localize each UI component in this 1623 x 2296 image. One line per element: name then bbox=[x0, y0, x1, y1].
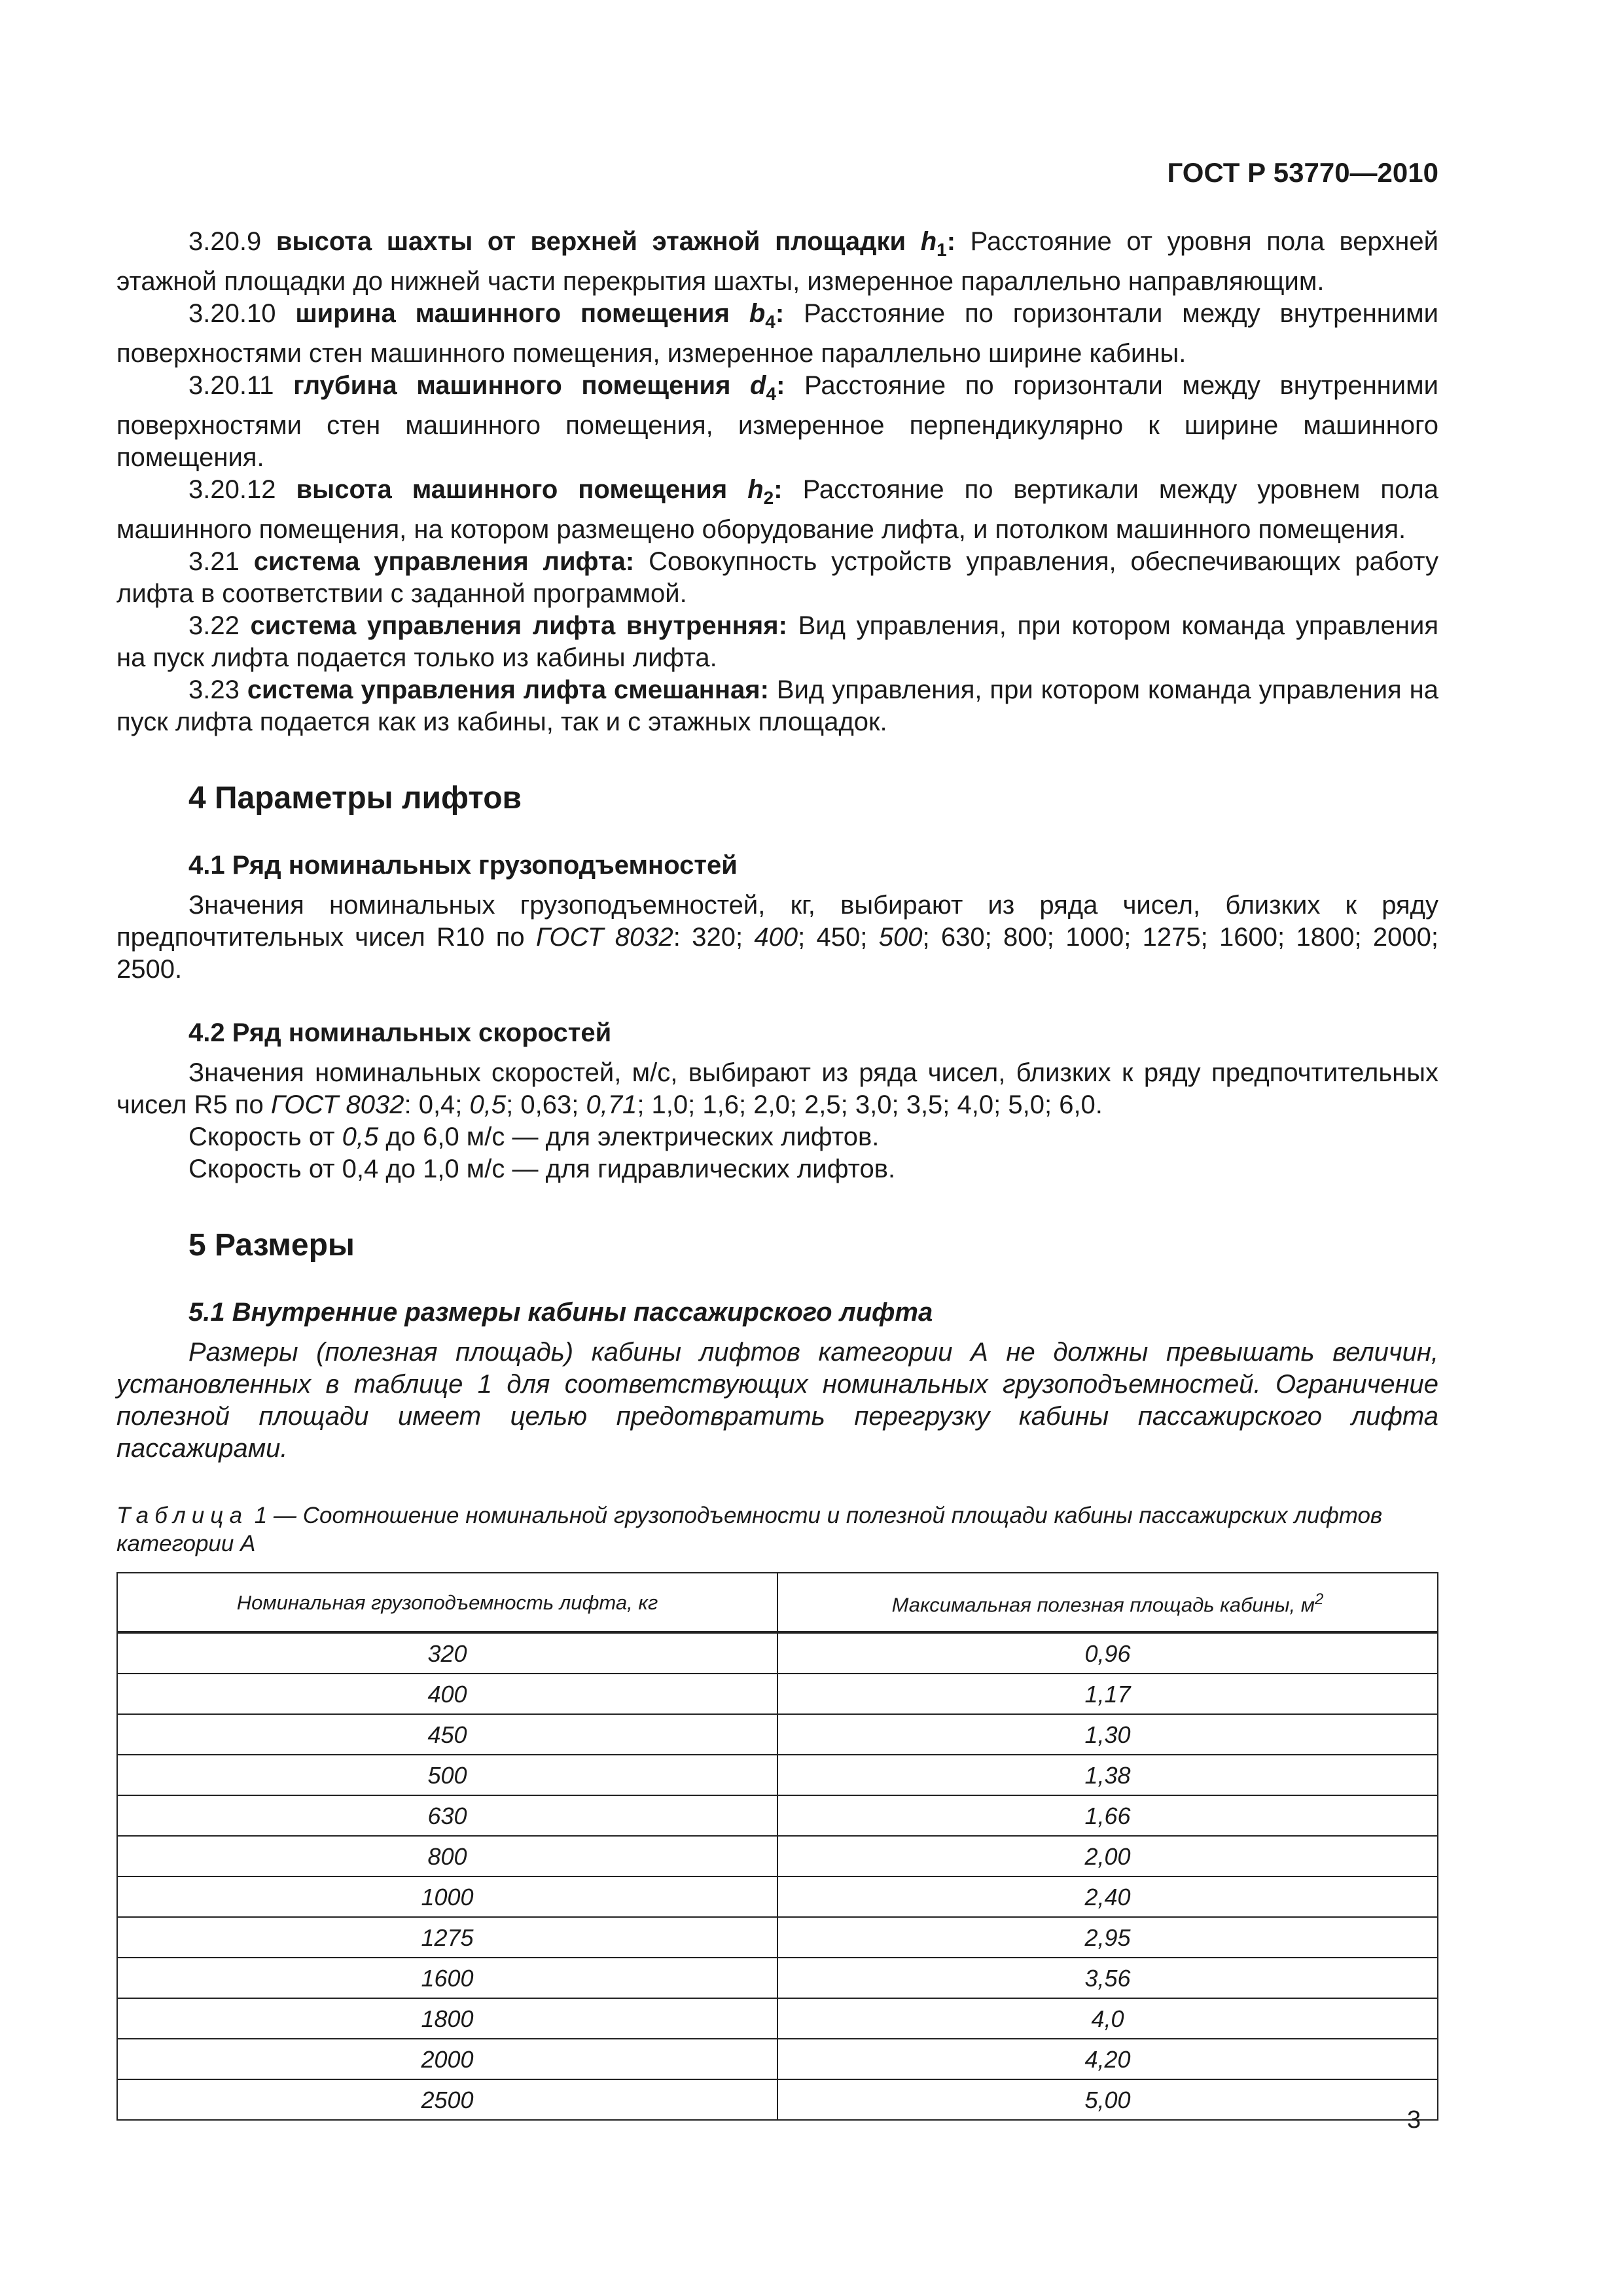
max-area-cell: 0,96 bbox=[777, 1632, 1438, 1674]
max-area-cell: 2,00 bbox=[777, 1836, 1438, 1876]
definition-text: Вид управления, при котором команда управления на пуск лифта подается только из кабины лифта. bbox=[116, 611, 1438, 672]
definition-term: глубина машинного помещения $d_4$: bbox=[293, 371, 785, 404]
definition-text: Расстояние по горизонтали между внутренними поверхностями стен машинного помещения, измеренное перпендикулярно к ширине машинного помещения. bbox=[116, 371, 1438, 472]
max-area-cell: 4,20 bbox=[777, 2039, 1438, 2079]
section-4-1-heading: 4.1 Ряд номинальных грузоподъемностей bbox=[188, 851, 738, 880]
definition-item bbox=[116, 474, 1438, 546]
max-area-cell: 3,56 bbox=[777, 1958, 1438, 1998]
definition-item bbox=[116, 610, 1438, 674]
max-area-cell: 4,0 bbox=[777, 1998, 1438, 2039]
definition-term: высота машинного помещения $h_2$: bbox=[296, 475, 783, 508]
max-area-cell: 1,38 bbox=[777, 1755, 1438, 1795]
section-4-2-hydraulic-speed: Скорость от 0,4 до 1,0 м/с — для гидравлических лифтов. bbox=[188, 1155, 896, 1183]
max-area-cell: 1,30 bbox=[777, 1714, 1438, 1755]
table-row bbox=[117, 1755, 1438, 1795]
definition-text: Расстояние по горизонтали между внутренними поверхностями стен машинного помещения, измеренное параллельно ширине кабины. bbox=[116, 299, 1438, 368]
max-area-cell: 1,66 bbox=[777, 1795, 1438, 1836]
section-4-1-text: Значения номинальных грузоподъемностей, кг, выбирают из ряда чисел, близких к ряду предпочтительных чисел R10 по ГОСТ 8032: 320; 400; 450; 500; 630; 800; 1000; 1275; 1600; 1800; 2000; 2500. bbox=[116, 891, 1438, 984]
load-capacity-cell: 2500 bbox=[117, 2079, 777, 2120]
table-row bbox=[117, 1632, 1438, 1674]
definition-number: 3.23 bbox=[188, 675, 240, 704]
section-4-2-electric-speed: Скорость от 0,5 до 6,0 м/с — для электрических лифтов. bbox=[188, 1122, 880, 1151]
page-number: 3 bbox=[1407, 2106, 1421, 2134]
table-row bbox=[117, 1917, 1438, 1958]
table-body bbox=[117, 1632, 1438, 2120]
section-4-heading: 4 Параметры лифтов bbox=[188, 781, 522, 816]
table-header-row bbox=[117, 1573, 1438, 1632]
load-capacity-cell: 400 bbox=[117, 1674, 777, 1714]
table-row bbox=[117, 1998, 1438, 2039]
load-capacity-cell: 630 bbox=[117, 1795, 777, 1836]
definition-text: Совокупность устройств управления, обеспечивающих работу лифта в соответствии с заданной программой. bbox=[116, 547, 1438, 608]
load-capacity-cell: 320 bbox=[117, 1632, 777, 1674]
section-5-1-heading: 5.1 Внутренние размеры кабины пассажирского лифта bbox=[188, 1298, 933, 1327]
definition-number: 3.20.9 bbox=[188, 227, 262, 256]
definition-item bbox=[116, 370, 1438, 474]
definition-term: система управления лифта смешанная: bbox=[247, 675, 769, 704]
definition-term: система управления лифта внутренняя: bbox=[250, 611, 787, 640]
load-capacity-cell: 500 bbox=[117, 1755, 777, 1795]
definitions-list bbox=[116, 226, 1438, 738]
load-capacity-cell: 1600 bbox=[117, 1958, 777, 1998]
table-row bbox=[117, 1795, 1438, 1836]
table-1-caption: Таблица 1 — Соотношение номинальной грузоподъемности и полезной площади кабины пассажирских лифтов категории А bbox=[116, 1503, 1383, 1556]
definition-item bbox=[116, 298, 1438, 370]
table-1 bbox=[116, 1572, 1438, 2121]
max-area-cell: 5,00 bbox=[777, 2079, 1438, 2120]
section-4-2-text: Значения номинальных скоростей, м/с, выбирают из ряда чисел, близких к ряду предпочтительных чисел R5 по ГОСТ 8032: 0,4; 0,5; 0,63; 0,71; 1,0; 1,6; 2,0; 2,5; 3,0; 3,5; 4,0; 5,0; 6,0. bbox=[116, 1058, 1438, 1119]
definition-number: 3.20.10 bbox=[188, 299, 276, 328]
definition-number: 3.20.12 bbox=[188, 475, 276, 504]
definition-item bbox=[116, 226, 1438, 298]
definition-term: высота шахты от верхней этажной площадки $h_1$: bbox=[276, 227, 956, 260]
table-row bbox=[117, 1714, 1438, 1755]
document-id-header: ГОСТ Р 53770—2010 bbox=[1167, 157, 1438, 188]
section-5-1-text: Размеры (полезная площадь) кабины лифтов категории А не должны превышать величин, установленных в таблице 1 для соответствующих номинальных грузоподъемностей. Ограничение полезной площади имеет целью предотвратить перегрузку кабины пассажирского лифта пассажирами. bbox=[116, 1338, 1438, 1463]
load-capacity-cell: 1000 bbox=[117, 1876, 777, 1917]
column-header-load-capacity: Номинальная грузоподъемность лифта, кг bbox=[117, 1573, 777, 1632]
table-row bbox=[117, 1876, 1438, 1917]
definition-term: система управления лифта: bbox=[253, 547, 635, 576]
load-capacity-cell: 2000 bbox=[117, 2039, 777, 2079]
max-area-cell: 1,17 bbox=[777, 1674, 1438, 1714]
definition-text: Вид управления, при котором команда управления на пуск лифта подается как из кабины, так и с этажных площадок. bbox=[116, 675, 1438, 736]
column-header-max-area: Максимальная полезная площадь кабины, $м^2$ bbox=[777, 1573, 1438, 1632]
document-body bbox=[116, 226, 1438, 2121]
definition-text: Расстояние от уровня пола верхней этажной площадки до нижней части перекрытия шахты, измеренное параллельно направляющим. bbox=[116, 227, 1438, 296]
definition-text: Расстояние по вертикали между уровнем пола машинного помещения, на котором размещено оборудование лифта, и потолком машинного помещения. bbox=[116, 475, 1438, 544]
load-capacity-cell: 1275 bbox=[117, 1917, 777, 1958]
definition-term: ширина машинного помещения $b_4$: bbox=[295, 299, 785, 332]
load-capacity-cell: 800 bbox=[117, 1836, 777, 1876]
section-5-heading: 5 Размеры bbox=[188, 1228, 355, 1263]
load-capacity-cell: 450 bbox=[117, 1714, 777, 1755]
table-row bbox=[117, 1674, 1438, 1714]
table-row bbox=[117, 1836, 1438, 1876]
load-capacity-cell: 1800 bbox=[117, 1998, 777, 2039]
definition-number: 3.20.11 bbox=[188, 371, 274, 400]
definition-number: 3.21 bbox=[188, 547, 240, 576]
definition-item bbox=[116, 546, 1438, 610]
max-area-cell: 2,95 bbox=[777, 1917, 1438, 1958]
definition-item bbox=[116, 674, 1438, 738]
table-row bbox=[117, 2079, 1438, 2120]
max-area-cell: 2,40 bbox=[777, 1876, 1438, 1917]
table-row bbox=[117, 2039, 1438, 2079]
section-4-2-heading: 4.2 Ряд номинальных скоростей bbox=[188, 1018, 612, 1047]
definition-number: 3.22 bbox=[188, 611, 240, 640]
table-row bbox=[117, 1958, 1438, 1998]
